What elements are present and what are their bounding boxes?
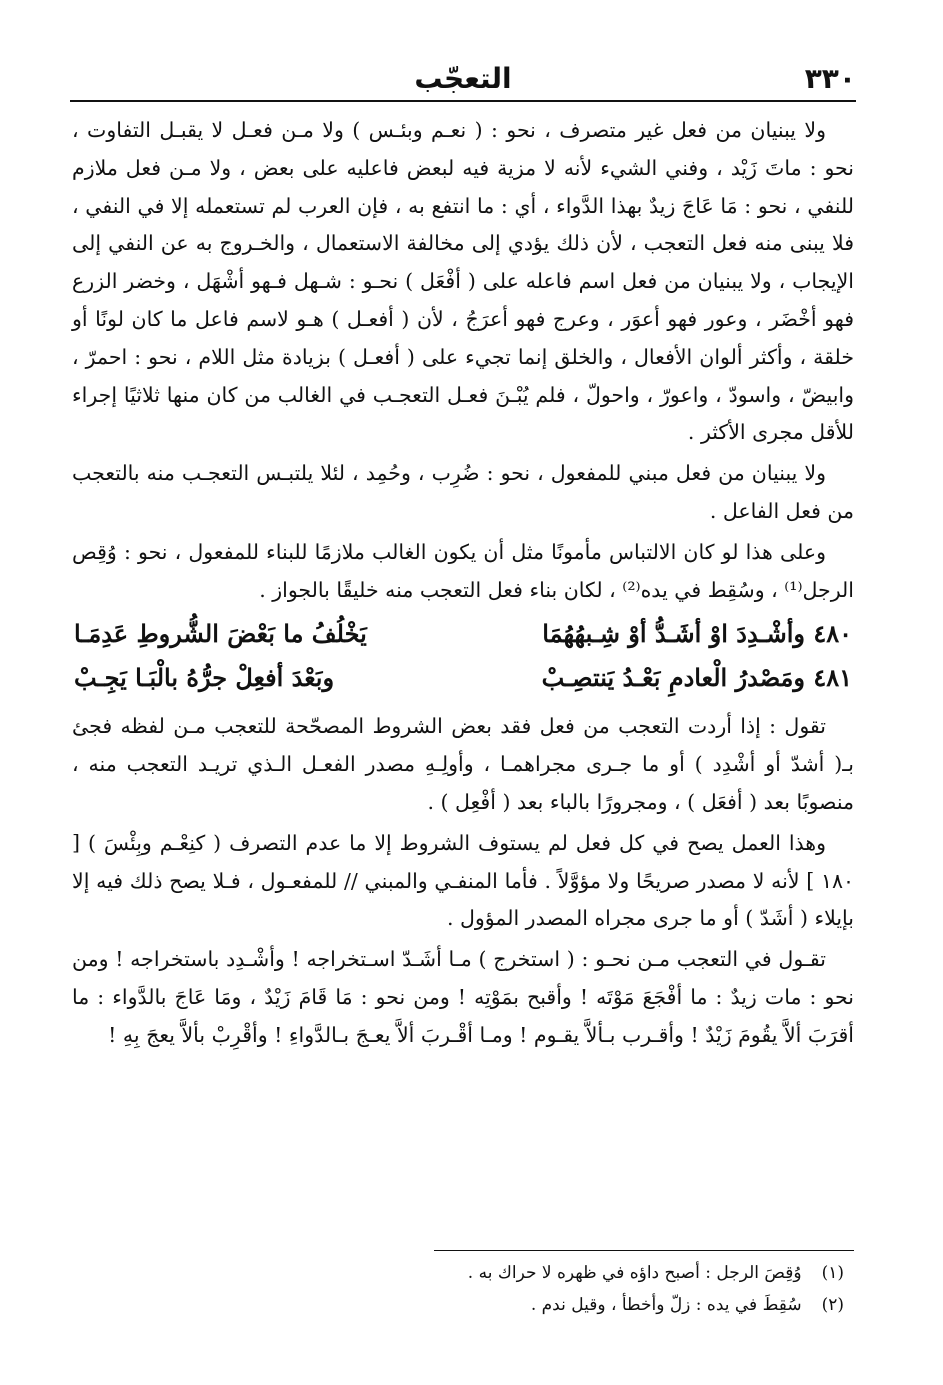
- paragraph: وعلى هذا لو كان الالتباس مأمونًا مثل أن يكون الغالب ملازمًا للبناء للمفعول ، نحو : وُقِص الرجل⁽¹⁾ ، وسُقِط في يده⁽²⁾ ، لكان بناء فعل التعجب منه خليقًا بالجواز .: [72, 539, 854, 602]
- footnote: [72, 1289, 854, 1321]
- page-number: ٣٣٠: [804, 62, 856, 95]
- footnotes: [72, 1250, 854, 1321]
- footnote-text: وُقِصَ الرجل : أصبح داؤه في ظهره لا حراك به .: [467, 1263, 802, 1283]
- running-title: التعجّب: [414, 62, 512, 95]
- verse-line: [72, 612, 854, 656]
- verse-second-hemistich: وبَعْدَ أفعِلْ جرُّهُ بالْبَـا يَجِـبْ: [74, 663, 335, 693]
- verse-first-hemistich: ٤٨٠ وأشْـدِدَ اوْ أشَـدُّ أوْ شِـبهُهُمَا: [542, 619, 852, 649]
- footnote-text: سُقِطَ في يده : زلّ وأخطأ ، وقيل ندم .: [530, 1295, 802, 1315]
- paragraph: ولا يبنيان من فعل غير متصرف ، نحو : ( نعـم وبئـس ) ولا مـن فعـل لا يقبـل التفاوت ، نحو : ماتَ زَيْد ، وفني الشيء لأنه لا مزية فيه لبعض فاعليه على بعض ، ولا مـن فعل ملازم للنفي ، نحو : مَا عَاجَ زيدٌ بهذا الدَّواء ، أي : ما انتفع به ، فإن العرب لم تستعمله إلا في النفي ، فلا يبنى منه فعل التعجب ، لأن ذلك يؤدي إلى مخالفة الاستعمال ، والخـروج به عن النفي إلى الإيجاب ، ولا يبنيان من فعل اسم فاعله على ( أفْعَل ) نحـو : شـهل فـهو أشْهَل ، وخضر الزرع فهو أخْضَر ، وعور فهو أعوَر ، وعرج فهو أعرَجُ ، لأن ( أفعـل ) هـو لاسم فاعل ما كان لونًا أو خلقة ، وأكثر ألوان الأفعال ، والخلق إنما تجيء على ( أفعـل ) بزيادة مثل اللام ، نحو : احمرّ ، وابيضّ ، واسودّ ، واعورّ ، واحولّ ، فلم يُبْـنَ فعـل التعجـب في الغالب من كان منها ثلاثيًا إجراء للأقل مجرى الأكثر .: [72, 118, 854, 445]
- main-text: [72, 112, 854, 1058]
- verse-first-hemistich: ٤٨١ ومَصْدرُ الْعادمِ بَعْـدُ يَنتصِـبْ: [541, 663, 852, 693]
- paragraph: ولا يبنيان من فعل مبني للمفعول ، نحو : ضُرِب ، وحُمِد ، لئلا يلتبـس التعجـب منه بالتعجب من فعل الفاعل .: [72, 461, 854, 523]
- page-header: [70, 62, 856, 102]
- paragraph: تقـول في التعجب مـن نحـو : ( استخرج ) مـا أشَـدّ اسـتخراجه ! وأشْـدِد باستخراجه ! ومن نحو : مات زيدٌ : ما أفْجَعَ مَوْتَه ! وأقبح بمَوْتِه ! ومن نحو : مَا قَامَ زَيْدٌ ، ومَا عَاجَ بالدَّواء : ما أقرَبَ ألاَّ يقُومَ زَيْدٌ ! وأقـرب بـألاَّ يقـوم ! ومـا أقْـربَ ألاَّ يعـجَ بـالدَّواءِ ! وأقْرِبْ بألاَّ يعجَ بِهِ !: [72, 947, 854, 1047]
- footnote-divider: [434, 1250, 854, 1251]
- footnote-marker: (٢): [821, 1295, 844, 1315]
- footnote: [72, 1257, 854, 1289]
- paragraph: تقول : إذا أردت التعجب من فعل فقد بعض الشروط المصحّحة للتعجب مـن لفظه فجئ بـ( أشدّ أو أشْدِد ) أو ما جـرى مجراهمـا ، وأولِـهِ مصدر الفعـل الـذي تريـد التعجب منه ، منصوبًا بعد ( أفعَل ) ، ومجرورًا بالباء بعد ( أفْعِل ) .: [72, 714, 854, 814]
- footnote-marker: (١): [821, 1263, 844, 1283]
- verse-block: [72, 612, 854, 700]
- verse-second-hemistich: يَخْلُفُ ما بَعْضَ الشُّروطِ عَدِمَـا: [74, 619, 367, 649]
- paragraph: وهذا العمل يصح في كل فعل لم يستوف الشروط إلا ما عدم التصرف ( كنِعْـم وبِئْسَ ) [ ١٨٠ ] لأنه لا مصدر صريحًا ولا مؤوَّلاً . فأما المنفـي والمبني // للمفعـول ، فـلا يصح ذلك فيه إلا بإيلاء ( أشَدّ ) أو ما جرى مجراه المصدر المؤول .: [72, 830, 854, 931]
- verse-line: [72, 656, 854, 700]
